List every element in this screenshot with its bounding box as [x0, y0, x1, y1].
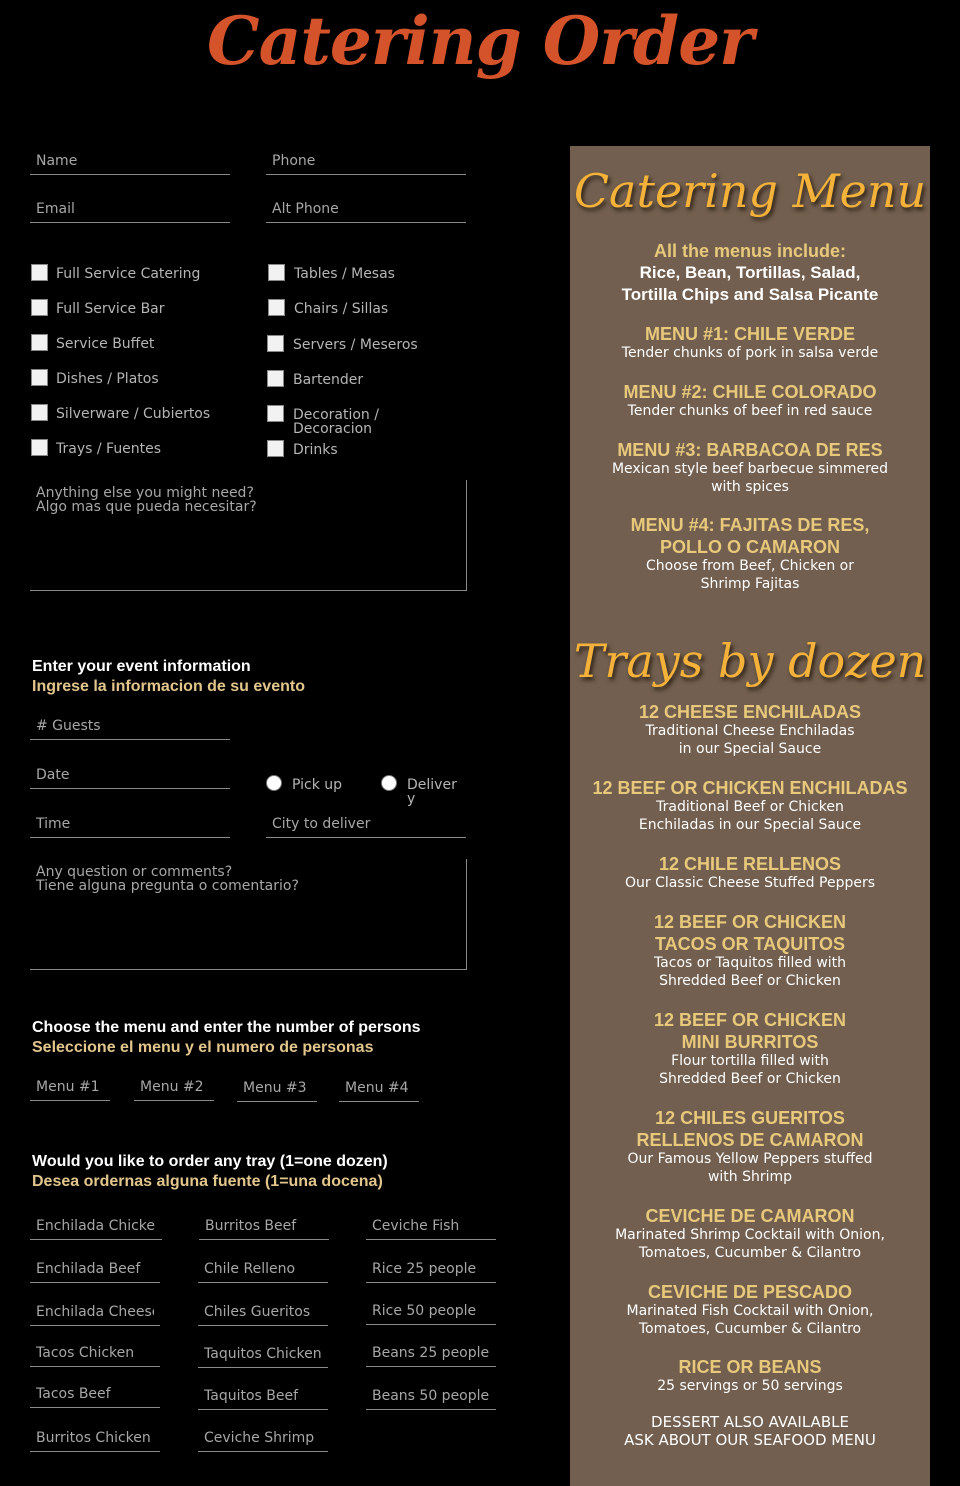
menu-item-description: Mexican style beef barbecue simmered with spices — [611, 461, 889, 495]
alt-phone-input[interactable] — [266, 195, 466, 222]
tray-chiles-gueritos-input[interactable] — [198, 1298, 328, 1325]
tray-item-heading: CEVICHE DE CAMARON — [645, 1206, 855, 1226]
decoration-checkbox[interactable] — [267, 405, 284, 422]
tray-item-heading: 12 CHEESE ENCHILADAS — [638, 702, 862, 722]
catering-menu-title: Catering Menu — [573, 164, 927, 218]
date-field[interactable] — [30, 761, 230, 789]
tray-chiles-gueritos-field[interactable] — [198, 1298, 328, 1326]
tray-beans-50-input[interactable] — [366, 1382, 496, 1409]
tray-enchilada-beef-field[interactable] — [30, 1255, 160, 1283]
tray-taquitos-chicken-field[interactable] — [198, 1340, 328, 1368]
menu2-input[interactable] — [134, 1073, 214, 1100]
phone-field[interactable] — [266, 147, 466, 175]
tray-item-heading: 12 BEEF OR CHICKEN ENCHILADAS — [592, 778, 908, 798]
trays-label: Trays / Fuentes — [56, 441, 162, 457]
tray-burritos-chicken-input[interactable] — [30, 1424, 160, 1451]
menu-include-line1: Rice, Bean, Tortillas, Salad, — [639, 263, 861, 282]
time-input[interactable] — [30, 810, 230, 837]
email-input[interactable] — [30, 195, 230, 222]
tray-burritos-beef-field[interactable] — [199, 1212, 329, 1240]
delivery-label: Deliver y — [407, 777, 457, 807]
dishes-label: Dishes / Platos — [56, 371, 159, 387]
menu-choice-heading-es: Seleccione el menu y el numero de personas — [32, 1039, 374, 1056]
tray-ceviche-fish-input[interactable] — [366, 1212, 496, 1239]
date-input[interactable] — [30, 761, 230, 788]
tray-item-description: Traditional Cheese Enchiladas in our Special Sauce — [645, 723, 855, 757]
comments-textarea-box[interactable] — [30, 859, 467, 970]
menu-item-heading: MENU #2: CHILE COLORADO — [623, 382, 877, 402]
guests-input[interactable] — [30, 712, 230, 739]
seafood-note: ASK ABOUT OUR SEAFOOD MENU — [624, 1431, 876, 1449]
tray-enchilada-chicken-field[interactable] — [30, 1212, 162, 1240]
tray-burritos-beef-input[interactable] — [199, 1212, 329, 1239]
menu-item-description: Tender chunks of beef in red sauce — [627, 403, 873, 419]
tables-checkbox[interactable] — [268, 264, 285, 281]
drinks-label: Drinks — [293, 442, 338, 458]
tray-tacos-chicken-input[interactable] — [30, 1339, 160, 1366]
tray-item-description: Tacos or Taquitos filled with Shredded Beef or Chicken — [653, 955, 847, 989]
needs-textarea-box[interactable] — [30, 480, 467, 591]
menu-item-heading: MENU #1: CHILE VERDE — [644, 324, 856, 344]
bartender-label: Bartender — [293, 372, 364, 388]
full-service-bar-label: Full Service Bar — [56, 301, 165, 317]
dishes-checkbox[interactable] — [31, 369, 48, 386]
menu1-field[interactable] — [30, 1073, 110, 1101]
time-field[interactable] — [30, 810, 230, 838]
event-heading-en: Enter your event information — [32, 658, 251, 675]
chairs-checkbox[interactable] — [268, 299, 285, 316]
tray-item-description: Flour tortilla filled with Shredded Beef or Chicken — [659, 1053, 841, 1087]
tray-tacos-beef-input[interactable] — [30, 1380, 160, 1407]
menu-item-heading: MENU #4: FAJITAS DE RES, POLLO O CAMARON — [630, 515, 870, 557]
tray-ceviche-fish-field[interactable] — [366, 1212, 496, 1240]
menu-item-description: Choose from Beef, Chicken or Shrimp Fajitas — [646, 558, 854, 592]
comments-textarea[interactable] — [30, 859, 466, 969]
menu-item-heading: MENU #3: BARBACOA DE RES — [617, 440, 883, 460]
tray-item-description: Our Classic Cheese Stuffed Peppers — [624, 875, 876, 891]
tray-tacos-beef-field[interactable] — [30, 1380, 160, 1408]
pickup-label: Pick up — [292, 777, 343, 793]
menu1-input[interactable] — [30, 1073, 110, 1100]
tray-burritos-chicken-field[interactable] — [30, 1424, 160, 1452]
menu3-field[interactable] — [237, 1074, 317, 1102]
menu-choice-heading-en: Choose the menu and enter the number of persons — [32, 1019, 421, 1036]
trays-heading-en: Would you like to order any tray (1=one dozen) — [32, 1153, 388, 1170]
tray-ceviche-shrimp-input[interactable] — [198, 1424, 328, 1451]
tray-item-heading: 12 BEEF OR CHICKEN TACOS OR TAQUITOS — [653, 912, 847, 954]
full-service-catering-label: Full Service Catering — [56, 266, 201, 282]
tray-beans-25-input[interactable] — [366, 1339, 496, 1366]
guests-field[interactable] — [30, 712, 230, 740]
tray-item-heading: RICE OR BEANS — [678, 1357, 822, 1377]
servers-label: Servers / Meseros — [293, 337, 418, 353]
tray-enchilada-beef-input[interactable] — [30, 1255, 160, 1282]
bartender-checkbox[interactable] — [267, 370, 284, 387]
trays-menu-title: Trays by dozen — [573, 634, 927, 688]
tray-rice-50-input[interactable] — [366, 1297, 496, 1324]
service-buffet-checkbox[interactable] — [31, 334, 48, 351]
tray-enchilada-chicken-input[interactable] — [30, 1212, 162, 1239]
tray-item-heading: CEVICHE DE PESCADO — [647, 1282, 853, 1302]
menu3-input[interactable] — [237, 1074, 317, 1101]
city-field[interactable] — [266, 810, 466, 838]
tray-tacos-chicken-field[interactable] — [30, 1339, 160, 1367]
page-title: Catering Order — [207, 2, 753, 80]
tray-taquitos-chicken-input[interactable] — [198, 1340, 328, 1367]
tables-label: Tables / Mesas — [294, 266, 395, 282]
full-service-catering-checkbox[interactable] — [31, 264, 48, 281]
menu-include-line2: Tortilla Chips and Salsa Picante — [621, 285, 879, 304]
tray-beans-25-field[interactable] — [366, 1339, 496, 1367]
decoration-label: Decoration / Decoracion — [293, 407, 379, 437]
city-input[interactable] — [266, 810, 466, 837]
delivery-radio[interactable] — [381, 775, 397, 791]
tray-rice-50-field[interactable] — [366, 1297, 496, 1325]
event-heading-es: Ingrese la informacion de su evento — [32, 678, 305, 695]
tray-enchilada-cheese-input[interactable] — [30, 1298, 160, 1325]
tray-item-description: Traditional Beef or Chicken Enchiladas in our Special Sauce — [638, 799, 862, 833]
menu2-field[interactable] — [134, 1073, 214, 1101]
dessert-note: DESSERT ALSO AVAILABLE — [651, 1413, 849, 1431]
menu4-input[interactable] — [339, 1074, 419, 1101]
needs-textarea[interactable] — [30, 480, 466, 590]
email-field[interactable] — [30, 195, 230, 223]
phone-input[interactable] — [266, 147, 466, 174]
menu4-field[interactable] — [339, 1074, 419, 1102]
tray-ceviche-shrimp-field[interactable] — [198, 1424, 328, 1452]
name-input[interactable] — [30, 147, 230, 174]
name-field[interactable] — [30, 147, 230, 175]
silverware-label: Silverware / Cubiertos — [56, 406, 211, 422]
tray-rice-25-field[interactable] — [366, 1255, 496, 1283]
tray-enchilada-cheese-field[interactable] — [30, 1298, 160, 1326]
tray-item-description: 25 servings or 50 servings — [657, 1378, 843, 1394]
tray-rice-25-input[interactable] — [366, 1255, 496, 1282]
trays-heading-es: Desea ordernas alguna fuente (1=una docena) — [32, 1173, 383, 1190]
tray-item-heading: 12 CHILE RELLENOS — [658, 854, 842, 874]
trays-checkbox[interactable] — [31, 439, 48, 456]
menu-include-label: All the menus include: — [653, 241, 847, 261]
service-buffet-label: Service Buffet — [56, 336, 155, 352]
silverware-checkbox[interactable] — [31, 404, 48, 421]
drinks-checkbox[interactable] — [267, 440, 284, 457]
servers-checkbox[interactable] — [267, 335, 284, 352]
alt-phone-field[interactable] — [266, 195, 466, 223]
tray-item-heading: 12 CHILES GUERITOS RELLENOS DE CAMARON — [636, 1108, 864, 1150]
pickup-radio[interactable] — [266, 775, 282, 791]
tray-item-description: Our Famous Yellow Peppers stuffed with Shrimp — [627, 1151, 873, 1185]
tray-item-heading: 12 BEEF OR CHICKEN MINI BURRITOS — [653, 1010, 847, 1052]
tray-taquitos-beef-input[interactable] — [198, 1382, 328, 1409]
tray-beans-50-field[interactable] — [366, 1382, 496, 1410]
full-service-bar-checkbox[interactable] — [31, 299, 48, 316]
tray-chile-relleno-field[interactable] — [198, 1255, 328, 1283]
tray-taquitos-beef-field[interactable] — [198, 1382, 328, 1410]
tray-item-description: Marinated Fish Cocktail with Onion, Tomatoes, Cucumber & Cilantro — [626, 1303, 874, 1337]
menu-item-description: Tender chunks of pork in salsa verde — [621, 345, 879, 361]
chairs-label: Chairs / Sillas — [294, 301, 389, 317]
catering-menu-panel — [570, 146, 930, 1486]
tray-item-description: Marinated Shrimp Cocktail with Onion, Tomatoes, Cucumber & Cilantro — [615, 1227, 885, 1261]
tray-chile-relleno-input[interactable] — [198, 1255, 328, 1282]
